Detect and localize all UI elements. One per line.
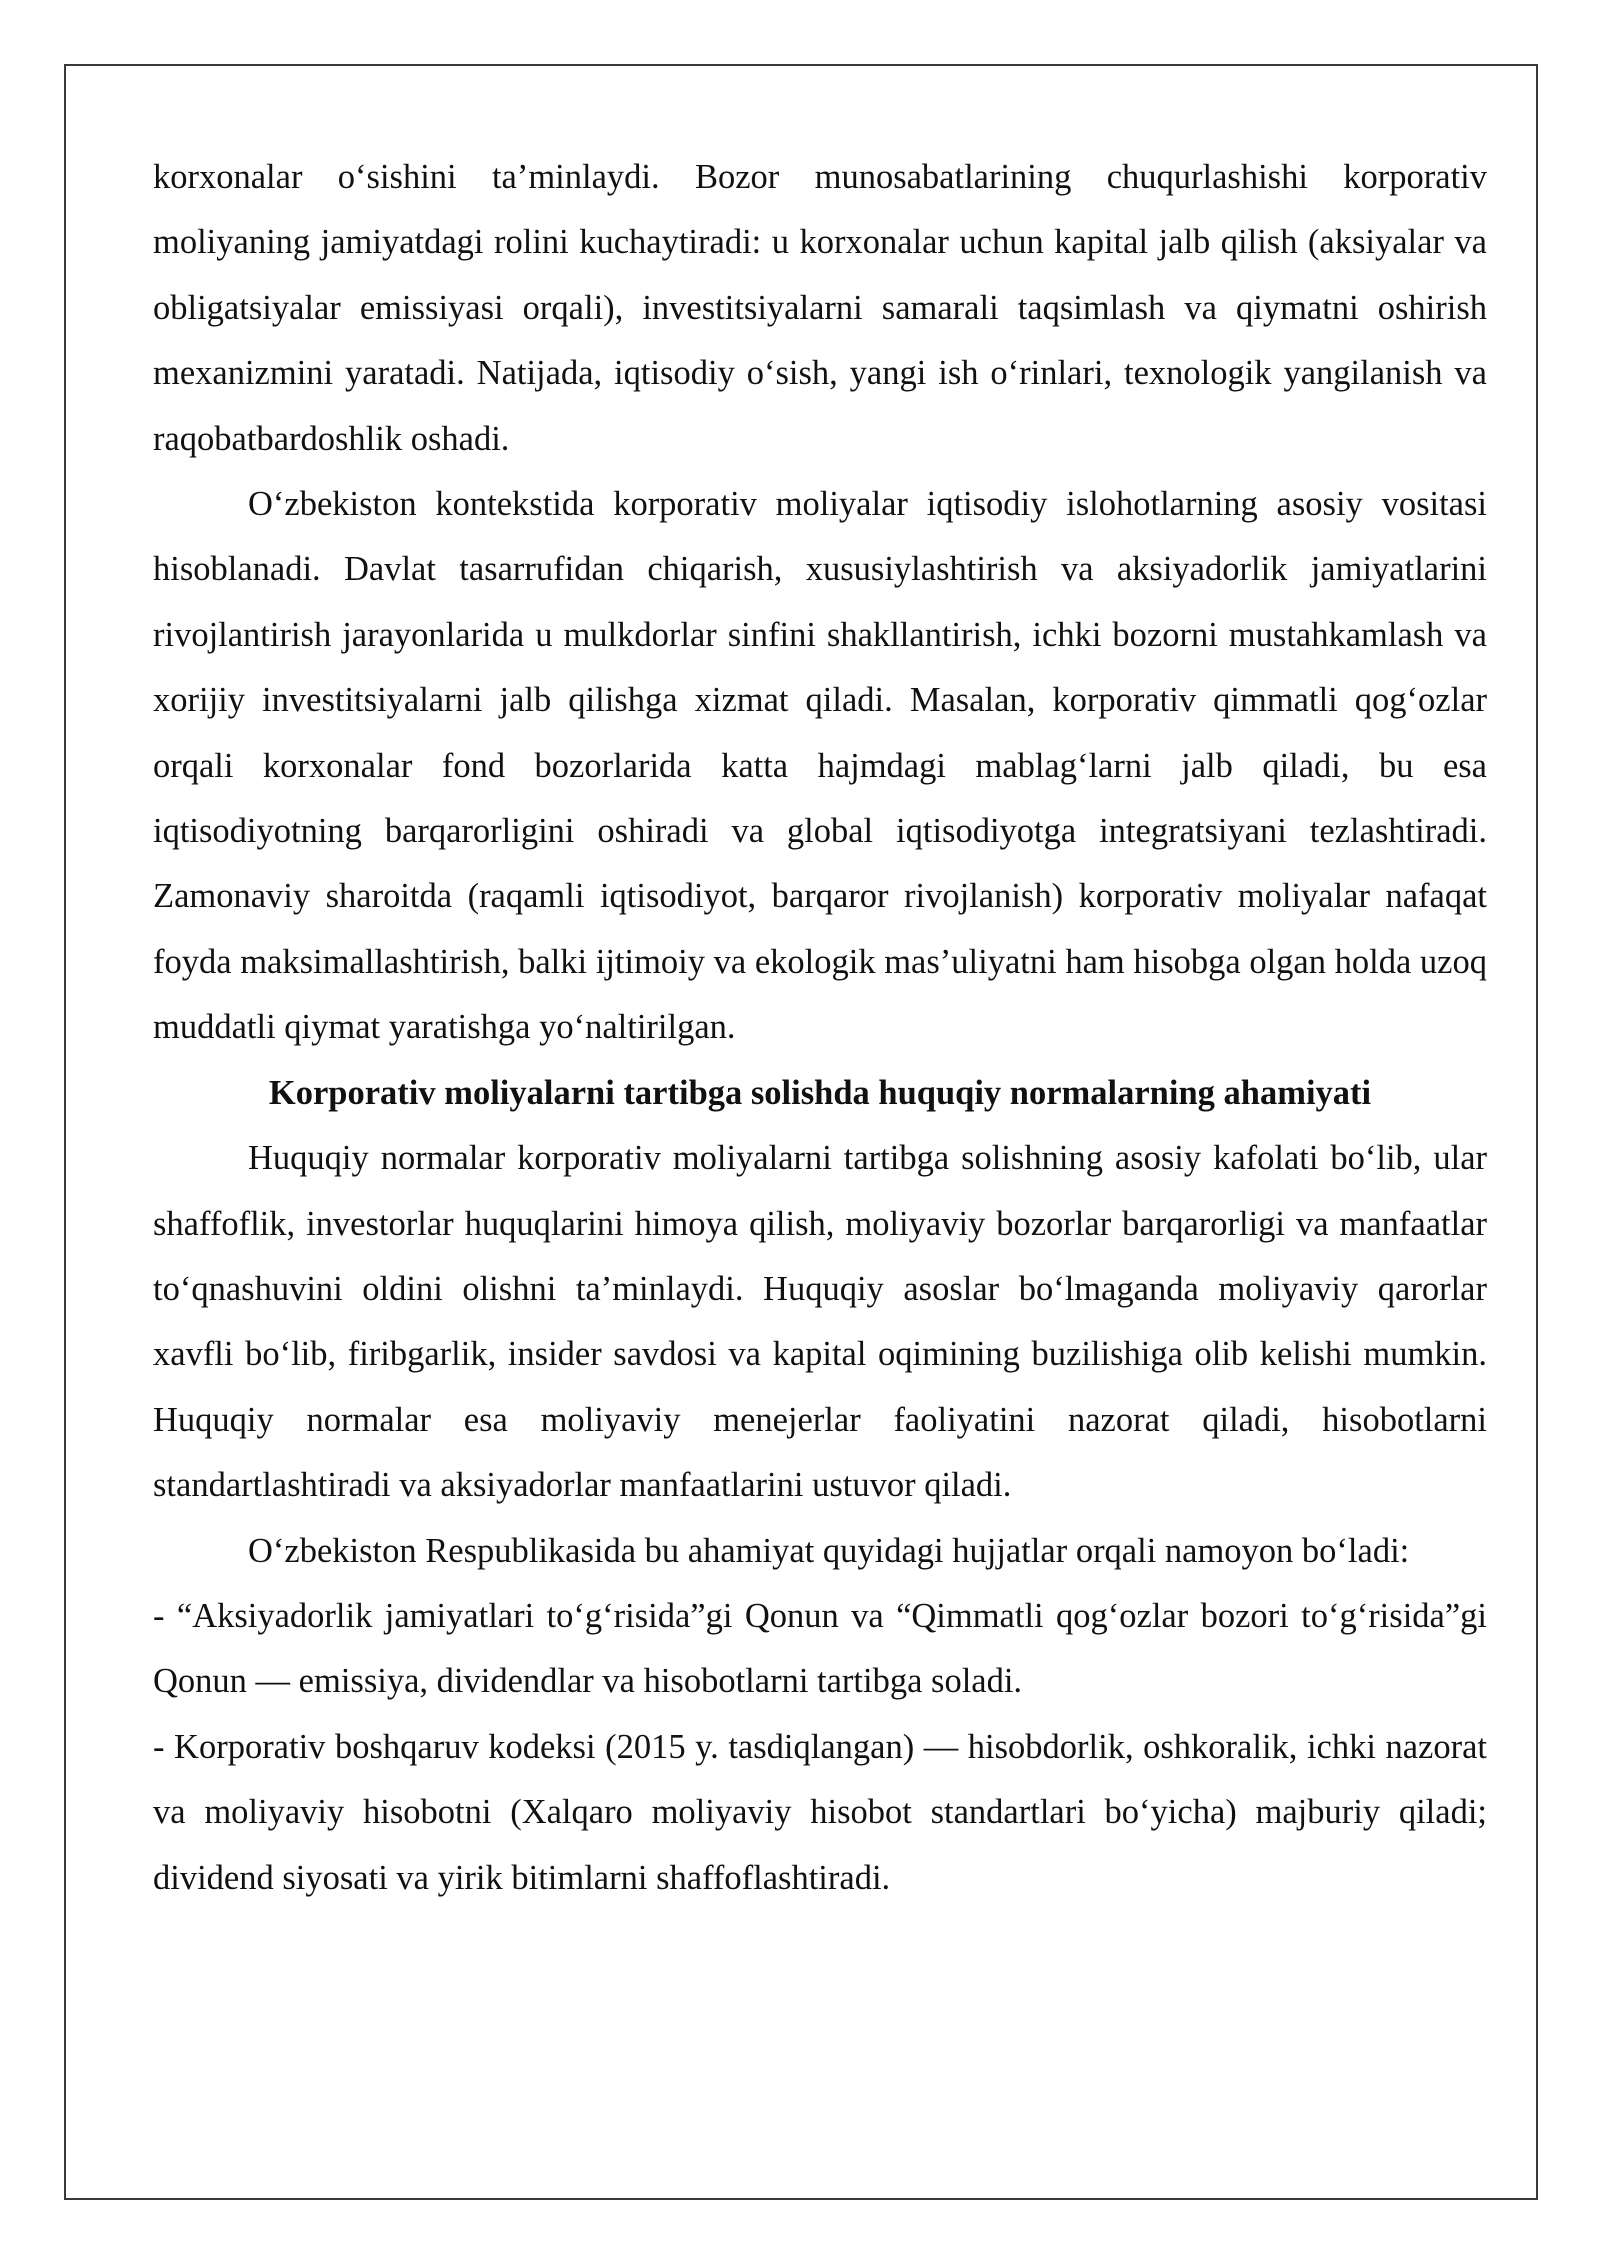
document-body — [153, 145, 1487, 1911]
paragraph: O‘zbekiston Respublikasida bu ahamiyat quyidagi hujjatlar orqali namoyon bo‘ladi: — [248, 1531, 1410, 1570]
paragraph: O‘zbekiston kontekstida korporativ moliyalar iqtisodiy islohotlarning asosiy vositasi hisoblanadi. Davlat tasarrufidan chiqarish, xususiylashtirish va aksiyadorlik jamiyatlarini rivojlantirish jarayonlarida u mulkdorlar sinfini shakllantirish, ichki bozorni mustahkamlash va xorijiy investitsiyalarni jalb qilishga xizmat qiladi. Masalan, korporativ qimmatli qog‘ozlar orqali korxonalar fond bozorlarida katta hajmdagi mablag‘larni jalb qiladi, bu esa iqtisodiyotning barqarorligini oshiradi va global iqtisodiyotga integratsiyani tezlashtiradi. Zamonaviy sharoitda (raqamli iqtisodiyot, barqaror rivojlanish) korporativ moliyalar nafaqat foyda maksimallashtirish, balki ijtimoiy va ekologik mas’uliyatni ham hisobga olgan holda uzoq muddatli qiymat yaratishga yo‘naltirilgan. — [153, 485, 1487, 1047]
paragraph: Huquqiy normalar korporativ moliyalarni tartibga solishning asosiy kafolati bo‘lib, ular shaffoflik, investorlar huquqlarini himoya qilish, moliyaviy bozorlar barqarorligi va manfaatlar to‘qnashuvini oldini olishni ta’minlaydi. Huquqiy asoslar bo‘lmaganda moliyaviy qarorlar xavfli bo‘lib, firibgarlik, insider savdosi va kapital oqimining buzilishiga olib kelishi mumkin. Huquqiy normalar esa moliyaviy menejerlar faoliyatini nazorat qiladi, hisobotlarni standartlashtiradi va aksiyadorlar manfaatlarini ustuvor qiladi. — [153, 1139, 1487, 1505]
section-heading: Korporativ moliyalarni tartibga solishda huquqiy normalarning ahamiyati — [268, 1073, 1372, 1112]
list-item: - “Aksiyadorlik jamiyatlari to‘g‘risida”gi Qonun va “Qimmatli qog‘ozlar bozori to‘g‘risida”gi Qonun — emissiya, dividendlar va hisobotlarni tartibga soladi. — [153, 1596, 1487, 1701]
list-item: - Korporativ boshqaruv kodeksi (2015 y. tasdiqlangan) — hisobdorlik, oshkoralik, ichki nazorat va moliyaviy hisobotni (Xalqaro moliyaviy hisobot standartlari bo‘yicha) majburiy qiladi; dividend siyosati va yirik bitimlarni shaffoflashtiradi. — [153, 1727, 1487, 1897]
paragraph: korxonalar o‘sishini ta’minlaydi. Bozor munosabatlarining chuqurlashishi korporativ moliyaning jamiyatdagi rolini kuchaytiradi: u korxonalar uchun kapital jalb qilish (aksiyalar va obligatsiyalar emissiyasi orqali), investitsiyalarni samarali taqsimlash va qiymatni oshirish mexanizmini yaratadi. Natijada, iqtisodiy o‘sish, yangi ish o‘rinlari, texnologik yangilanish va raqobatbardoshlik oshadi. — [153, 158, 1487, 458]
